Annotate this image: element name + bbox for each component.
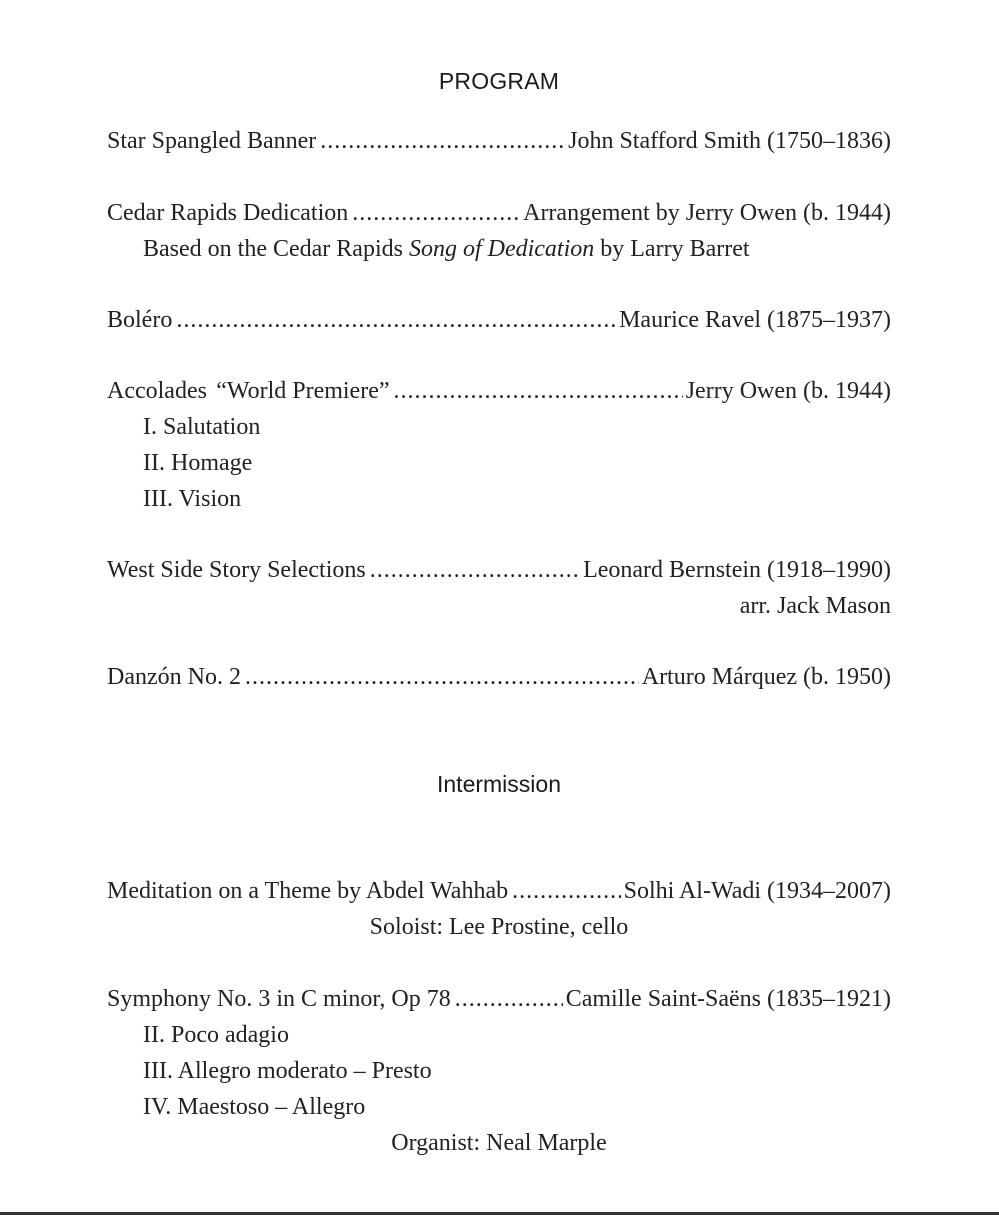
movement: IV. Maestoso – Allegro: [143, 1094, 366, 1120]
piece-title: Boléro: [107, 307, 173, 333]
dot-leader: [394, 373, 683, 409]
composer: Leonard Bernstein (1918–1990): [583, 557, 891, 583]
piece-title: Star Spangled Banner: [107, 128, 317, 154]
composer: Jerry Owen (b. 1944): [685, 378, 891, 404]
note-italic-title: Song of Dedication: [408, 236, 595, 262]
organist: Organist: Neal Marple: [391, 1130, 607, 1156]
dot-leader: [370, 552, 580, 588]
dot-leader: [455, 981, 563, 1017]
movement: I. Salutation: [143, 414, 261, 440]
note-text: by Larry Barret: [594, 236, 750, 262]
composer: Arturo Márquez (b. 1950): [641, 664, 891, 690]
composer: Camille Saint-Saëns (1835–1921): [565, 986, 891, 1012]
soloist: Soloist: Lee Prostine, cello: [369, 914, 629, 940]
dot-leader: [176, 302, 616, 338]
composer: Solhi Al-Wadi (1934–2007): [623, 878, 891, 904]
dot-leader: [245, 659, 639, 695]
note-text: Based on the Cedar Rapids: [143, 236, 409, 262]
piece-title: Cedar Rapids Dedication: [107, 200, 349, 226]
piece-title: Meditation on a Theme by Abdel Wahhab: [107, 878, 509, 904]
piece-title: Symphony No. 3 in C minor, Op 78: [107, 986, 451, 1012]
program-item: [107, 373, 891, 517]
movement: III. Vision: [143, 486, 242, 512]
movement: II. Poco adagio: [143, 1022, 289, 1048]
composer: Arrangement by Jerry Owen (b. 1944): [523, 200, 891, 226]
piece-title: Danzón No. 2: [107, 664, 241, 690]
movement: II. Homage: [143, 450, 253, 476]
intermission-heading: Intermission: [437, 771, 561, 797]
dot-leader: [320, 123, 565, 159]
movement: III. Allegro moderato – Presto: [143, 1058, 432, 1084]
dot-leader: [352, 195, 520, 231]
dot-leader: [512, 873, 621, 909]
piece-note: [107, 231, 891, 267]
arranger: arr. Jack Mason: [739, 593, 891, 619]
program-item: [107, 981, 891, 1161]
program-item: [107, 552, 891, 624]
footer-rule: [0, 1212, 999, 1215]
premiere-tag: “World Premiere”: [216, 378, 390, 404]
piece-title: West Side Story Selections: [107, 557, 366, 583]
composer: Maurice Ravel (1875–1937): [619, 307, 891, 333]
program-item: [107, 302, 891, 338]
program-heading: PROGRAM: [438, 68, 560, 94]
program-item: [107, 873, 891, 945]
piece-title: Accolades: [107, 378, 207, 404]
program-item: [107, 659, 891, 695]
composer: John Stafford Smith (1750–1836): [568, 128, 891, 154]
program-item: [107, 123, 891, 159]
program-item: [107, 195, 891, 267]
